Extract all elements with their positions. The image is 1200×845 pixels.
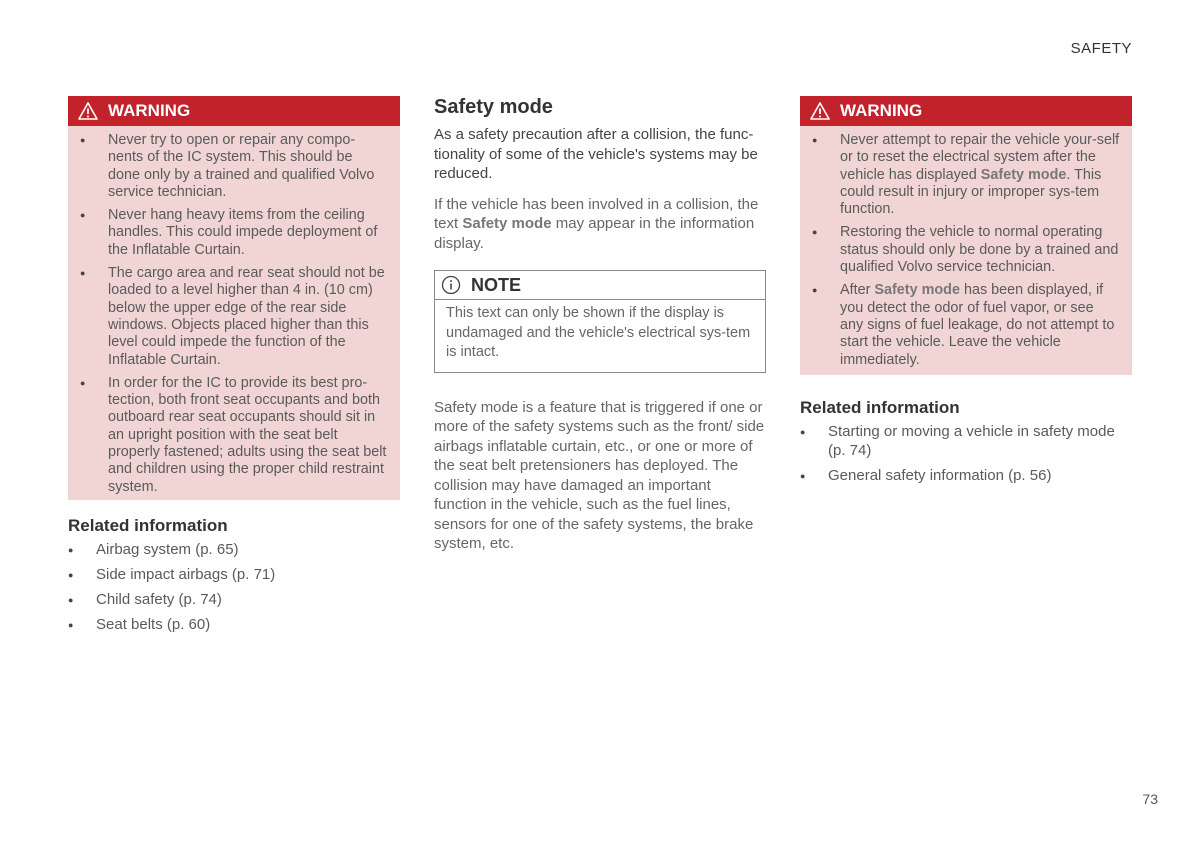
related-info-list (68, 540, 400, 634)
safety-mode-paragraph: Safety mode is a feature that is triggered if one or more of the safety systems such as the front/ side airbags inflatable curtain, etc., or one or more of the seat belt pretensioners has deployed. The collision may have damaged an important function in the vehicle, such as the fuel lines, sensors for one of the safety systems, the brake system, etc. (434, 398, 765, 552)
note-box (434, 270, 766, 373)
related-link[interactable]: ● Starting or moving a vehicle in safety mode (p. 74) (800, 422, 1132, 460)
section-title: Safety mode (434, 96, 553, 118)
right-column (800, 96, 1132, 491)
warning-triangle-icon (78, 102, 98, 120)
warning-title: WARNING (108, 101, 191, 120)
collision-paragraph: If the vehicle has been involved in a collision, the text Safety mode may appear in the information display. (434, 195, 759, 252)
warning-header (68, 96, 400, 126)
left-column (68, 96, 400, 640)
warning-item: ● Never attempt to repair the vehicle your-self or to reset the electrical system after the vehicle has displayed Safety mode. This could result in injury or improper sys-tem function. (812, 132, 1120, 218)
warning-box-ic (68, 96, 400, 500)
section-header: SAFETY (1070, 40, 1132, 57)
warning-list (68, 126, 400, 510)
warning-item: ● Restoring the vehicle to normal operating status should only be done by a trained and qualified Volvo service technician. (812, 224, 1120, 276)
related-link[interactable]: ● Seat belts (p. 60) (68, 615, 400, 634)
safety-mode-term: Safety mode (980, 166, 1067, 183)
related-info-section (800, 398, 1132, 485)
related-link[interactable]: ● Airbag system (p. 65) (68, 540, 400, 559)
warning-triangle-icon (810, 102, 830, 120)
related-info-title: Related information (800, 398, 960, 417)
warning-item: ● The cargo area and rear seat should not be loaded to a level higher than 4 in. (10 cm) below the upper edge of the rear side windows. Objects placed higher than this level could impede the function of the Inflatable Curtain. (80, 265, 388, 369)
warning-box-safety-mode (800, 96, 1132, 375)
warning-title: WARNING (840, 101, 923, 120)
warning-item: ● In order for the IC to provide its best pro-tection, both front seat occupants and both outboard rear seat occupants should sit in an upright position with the seat belt properly fastened; adults using the seat belt and children using the proper child restraint system. (80, 375, 388, 496)
warning-item: ● Never hang heavy items from the ceiling handles. This could impede deployment of the Inflatable Curtain. (80, 207, 388, 259)
safety-mode-term: Safety mode (874, 282, 960, 299)
note-title: NOTE (471, 274, 522, 295)
note-text: This text can only be shown if the display is undamaged and the vehicle's electrical sys-tem is intact. (446, 305, 751, 360)
safety-mode-term: Safety mode (462, 215, 552, 232)
intro-paragraph: As a safety precaution after a collision, the func-tionality of some of the vehicle's systems may be reduced. (434, 126, 758, 182)
note-header (435, 271, 765, 300)
warning-item: ● Never try to open or repair any compo-nents of the IC system. This should be done only by a trained and qualified Volvo service technician. (80, 132, 388, 201)
related-info-list (800, 422, 1132, 485)
related-info-title: Related information (68, 516, 228, 535)
page-number: 73 (1142, 791, 1158, 807)
middle-column (434, 96, 766, 554)
related-link[interactable]: ● Side impact airbags (p. 71) (68, 565, 400, 584)
warning-item: ● After Safety mode has been displayed, if you detect the odor of fuel vapor, or see any signs of fuel leakage, do not attempt to start the vehicle. Leave the vehicle immediately. (812, 282, 1120, 368)
warning-header (800, 96, 1132, 126)
warning-list (800, 126, 1132, 383)
related-link[interactable]: ● General safety information (p. 56) (800, 466, 1132, 485)
info-circle-icon (441, 275, 461, 295)
related-link[interactable]: ● Child safety (p. 74) (68, 590, 400, 609)
related-info-section (68, 516, 400, 634)
